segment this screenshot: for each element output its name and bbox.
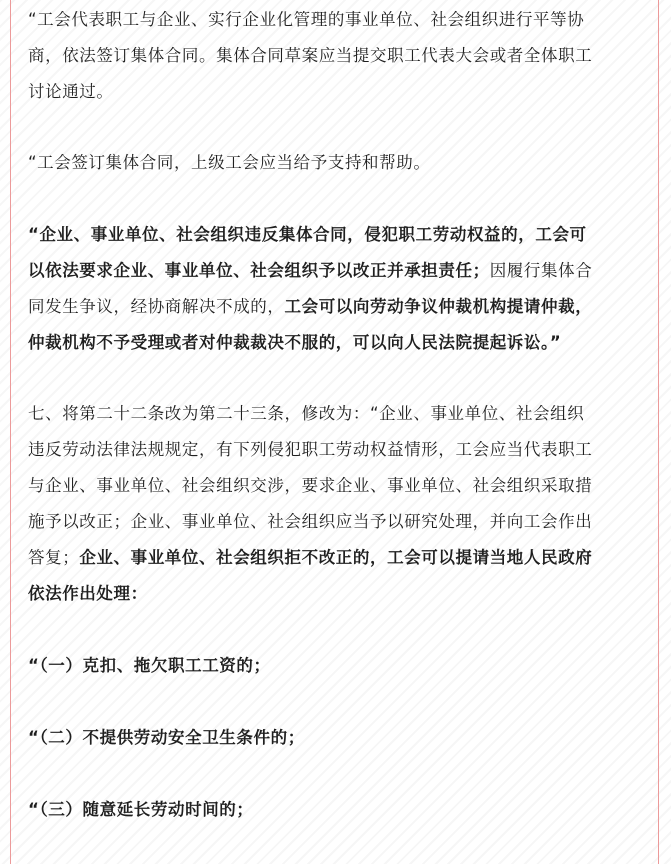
- list-item-safety: [28, 720, 305, 756]
- text-line-bold: 仲裁机构不予受理或者对仲裁裁决不服的，可以向人民法院提起诉讼。”: [28, 333, 562, 352]
- text-line-mixed: [28, 289, 592, 325]
- text-line: 七、将第二十二条改为第二十三条，修改为：“企业、事业单位、社会组织: [28, 404, 585, 423]
- text-line: 施予以改正；企业、事业单位、社会组织应当予以研究处理，并向工会作出: [28, 512, 593, 531]
- text-normal: 答复；: [28, 548, 80, 567]
- text-line-bold: “（二）不提供劳动安全卫生条件的；: [28, 728, 305, 747]
- text-line: “工会代表职工与企业、实行企业化管理的事业单位、社会组织进行平等协: [28, 10, 585, 29]
- text-line: 商，依法签订集体合同。集体合同草案应当提交职工代表大会或者全体职工: [28, 46, 593, 65]
- text-normal: 因履行集体合: [489, 261, 593, 280]
- text-line-bold: “企业、事业单位、社会组织违反集体合同，侵犯职工劳动权益的，工会可: [28, 225, 587, 244]
- text-line-bold: “（一）克扣、拖欠职工工资的；: [28, 656, 271, 675]
- text-bold: 以依法要求企业、事业单位、社会组织予以改正并承担责任；: [28, 261, 490, 280]
- text-line: 与企业、事业单位、社会组织交涉，要求企业、事业单位、社会组织采取措: [28, 476, 593, 495]
- text-normal: 同发生争议，经协商解决不成的，: [28, 297, 285, 316]
- text-bold: 企业、事业单位、社会组织拒不改正的，工会可以提请当地人民政府: [79, 548, 593, 567]
- text-line-mixed: [28, 253, 592, 289]
- text-bold: 工会可以向劳动争议仲裁机构提请仲裁，: [284, 297, 593, 316]
- list-item-wages: [28, 648, 271, 684]
- paragraph-collective-contract: [28, 2, 592, 110]
- paragraph-support: [28, 145, 430, 181]
- list-item-overtime: [28, 792, 254, 828]
- paragraph-violation: [28, 217, 592, 361]
- text-line: 讨论通过。: [28, 82, 114, 101]
- text-line-mixed: [28, 540, 592, 576]
- paragraph-article-seven: [28, 396, 592, 612]
- text-line-bold: “（三）随意延长劳动时间的；: [28, 800, 254, 819]
- text-line: “工会签订集体合同，上级工会应当给予支持和帮助。: [28, 153, 431, 172]
- text-line-bold: 依法作出处理：: [28, 584, 148, 603]
- text-line: 违反劳动法律法规规定，有下列侵犯职工劳动权益情形，工会应当代表职工: [28, 440, 593, 459]
